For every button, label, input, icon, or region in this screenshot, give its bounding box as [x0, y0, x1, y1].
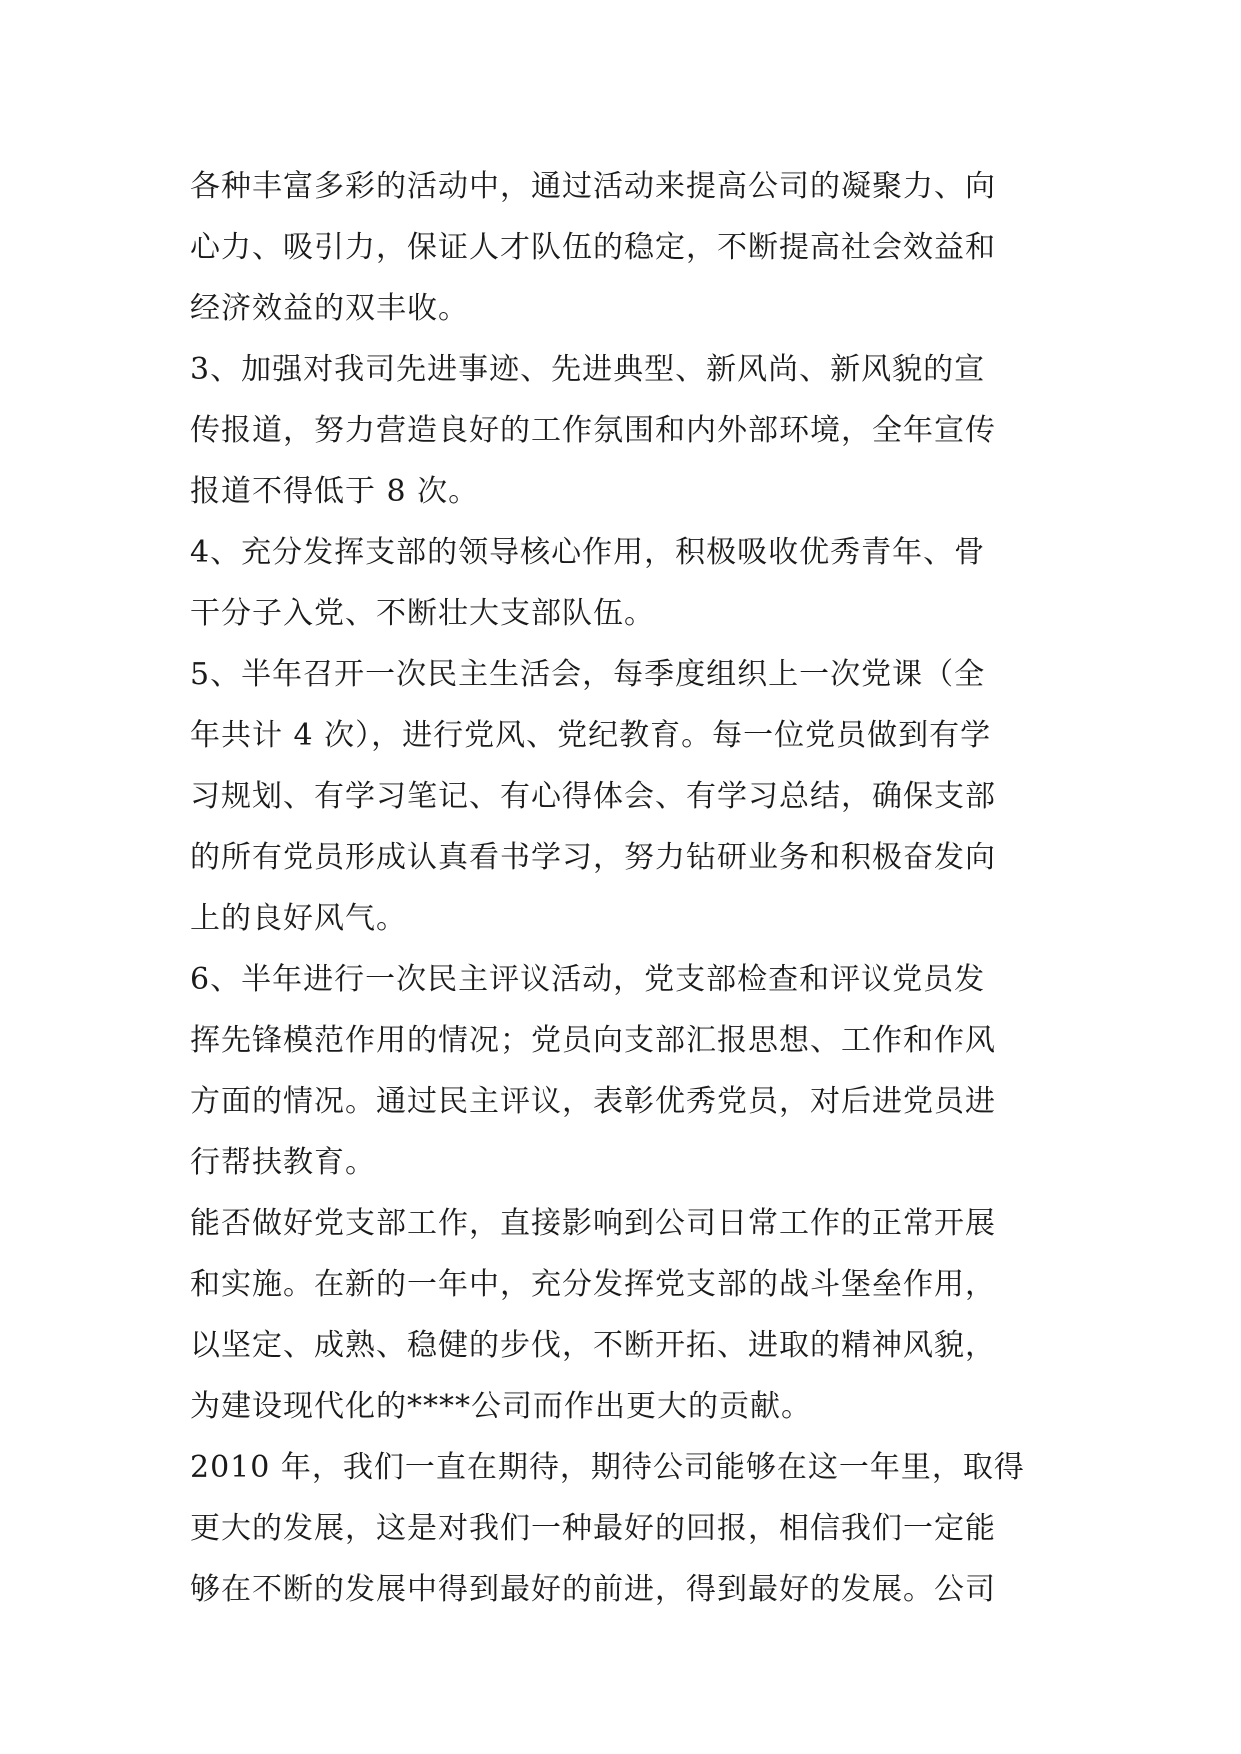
text-line: 能否做好党支部工作，直接影响到公司日常工作的正常开展 [190, 1206, 996, 1241]
text-line: 3、加强对我司先进事迹、先进典型、新风尚、新风貌的宣 [190, 352, 986, 387]
text-line: 更大的发展，这是对我们一种最好的回报，相信我们一定能 [190, 1511, 996, 1546]
text-line: 4、充分发挥支部的领导核心作用，积极吸收优秀青年、骨 [190, 535, 986, 570]
text-line: 和实施。在新的一年中，充分发挥党支部的战斗堡垒作用， [190, 1267, 996, 1302]
text-line: 心力、吸引力，保证人才队伍的稳定，不断提高社会效益和 [190, 230, 996, 265]
text-line: 以坚定、成熟、稳健的步伐，不断开拓、进取的精神风貌， [190, 1328, 996, 1363]
text-line: 2010 年，我们一直在期待，期待公司能够在这一年里，取得 [190, 1450, 1025, 1485]
text-line: 习规划、有学习笔记、有心得体会、有学习总结，确保支部 [190, 779, 996, 814]
text-line: 干分子入党、不断壮大支部队伍。 [190, 596, 655, 631]
text-line: 方面的情况。通过民主评议，表彰优秀党员，对后进党员进 [190, 1084, 996, 1119]
text-line: 传报道，努力营造良好的工作氛围和内外部环境，全年宣传 [190, 413, 996, 448]
text-line: 为建设现代化的****公司而作出更大的贡献。 [190, 1389, 812, 1424]
document-body [190, 156, 1050, 1620]
text-line: 够在不断的发展中得到最好的前进，得到最好的发展。公司 [190, 1572, 996, 1607]
text-line: 上的良好风气。 [190, 901, 407, 936]
text-line: 行帮扶教育。 [190, 1145, 376, 1180]
text-line: 报道不得低于 8 次。 [190, 474, 480, 509]
text-line: 6、半年进行一次民主评议活动，党支部检查和评议党员发 [190, 962, 986, 997]
text-line: 的所有党员形成认真看书学习，努力钻研业务和积极奋发向 [190, 840, 996, 875]
text-line: 5、半年召开一次民主生活会，每季度组织上一次党课（全 [190, 657, 986, 692]
text-line: 经济效益的双丰收。 [190, 291, 469, 326]
text-line: 年共计 4 次），进行党风、党纪教育。每一位党员做到有学 [190, 718, 992, 753]
text-line: 各种丰富多彩的活动中，通过活动来提高公司的凝聚力、向 [190, 169, 996, 204]
text-line: 挥先锋模范作用的情况；党员向支部汇报思想、工作和作风 [190, 1023, 996, 1058]
